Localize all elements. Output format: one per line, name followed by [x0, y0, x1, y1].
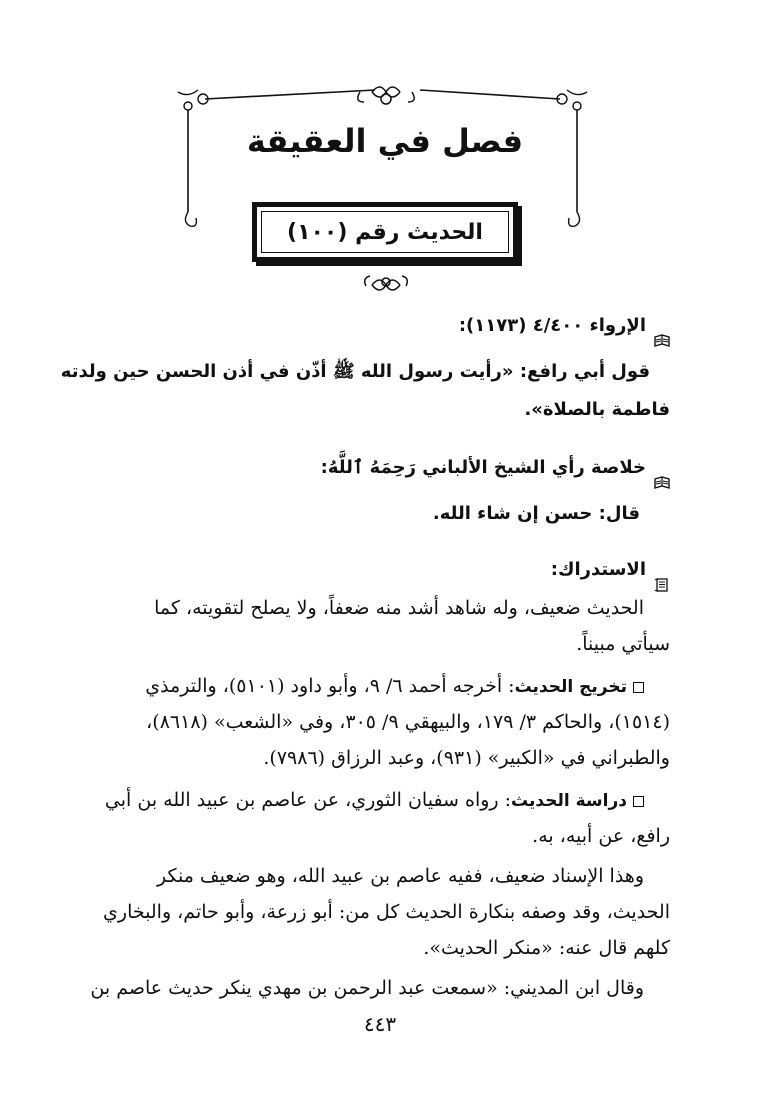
para2-line-1: وهذا الإسناد ضعيف، ففيه عاصم بن عبيد الله، وهو ضعيف منكر — [156, 865, 644, 887]
albani-heading-text: خلاصة رأي الشيخ الألباني رَحِمَهُ ٱللَّهُ: — [320, 457, 646, 478]
dirasa-line-2: رافع، عن أبيه، به. — [532, 825, 670, 847]
quote-line-1: قول أبي رافع: «رأيت رسول الله ﷺ أذّن في أذن الحسن حين ولدته — [60, 361, 650, 382]
albani-heading — [78, 444, 670, 490]
para2-line-3: كلهم قال عنه: «منكر الحديث». — [423, 937, 670, 959]
para2-line-2: الحديث، وقد وصفه بنكارة الحديث كل من: أبو زرعة، وأبو حاتم، والبخاري — [103, 901, 670, 923]
book-icon — [654, 461, 670, 475]
takhrij-line-2: (١٥١٤)، والحاكم ٣/ ١٧٩، والبيهقي ٩/ ٣٠٥، وفي «الشعب» (٨٦١٨)، — [146, 711, 670, 733]
chapter-title: فصل في العقيقة — [246, 122, 524, 160]
page-number: ٤٤٣ — [363, 1012, 397, 1036]
hadith-number-box — [252, 202, 518, 262]
square-bullet-icon — [633, 796, 644, 807]
istidrak-heading-text: الاستدراك: — [550, 559, 646, 580]
hadith-number: الحديث رقم (١٠٠) — [287, 219, 483, 245]
source-reference — [78, 302, 670, 348]
quote-line-2: فاطمة بالصلاة». — [524, 399, 670, 420]
square-bullet-icon — [633, 682, 644, 693]
albani-verdict: قال: حسن إن شاء الله. — [432, 503, 640, 524]
takhrij-label: تخريج الحديث — [514, 677, 627, 697]
dirasa-label: دراسة الحديث — [511, 791, 627, 811]
para1-line-1: الحديث ضعيف، وله شاهد أشد منه ضعفاً، ولا يصلح لتقويته، كما — [154, 597, 644, 619]
dirasa-text-1: : رواه سفيان الثوري، عن عاصم بن عبيد الله بن أبي — [104, 789, 512, 811]
top-ornament — [358, 87, 415, 104]
scroll-icon — [654, 563, 670, 577]
book-icon — [654, 319, 670, 333]
para1-line-2: سيأتي مبيناً. — [576, 633, 670, 655]
takhrij-line-3: والطبراني في «الكبير» (٩٣١)، وعبد الرزاق (٧٩٨٦). — [263, 747, 670, 769]
bottom-ornament — [365, 276, 408, 290]
para3-line-1: وقال ابن المديني: «سمعت عبد الرحمن بن مهدي ينكر حديث عاصم بن — [90, 977, 644, 999]
istidrak-heading — [78, 546, 670, 592]
source-text: الإرواء ٤/٤٠٠ (١١٧٣): — [458, 315, 646, 336]
takhrij-text-1: : أخرجه أحمد ٦/ ٩، وأبو داود (٥١٠١)، والترمذي — [145, 675, 515, 697]
